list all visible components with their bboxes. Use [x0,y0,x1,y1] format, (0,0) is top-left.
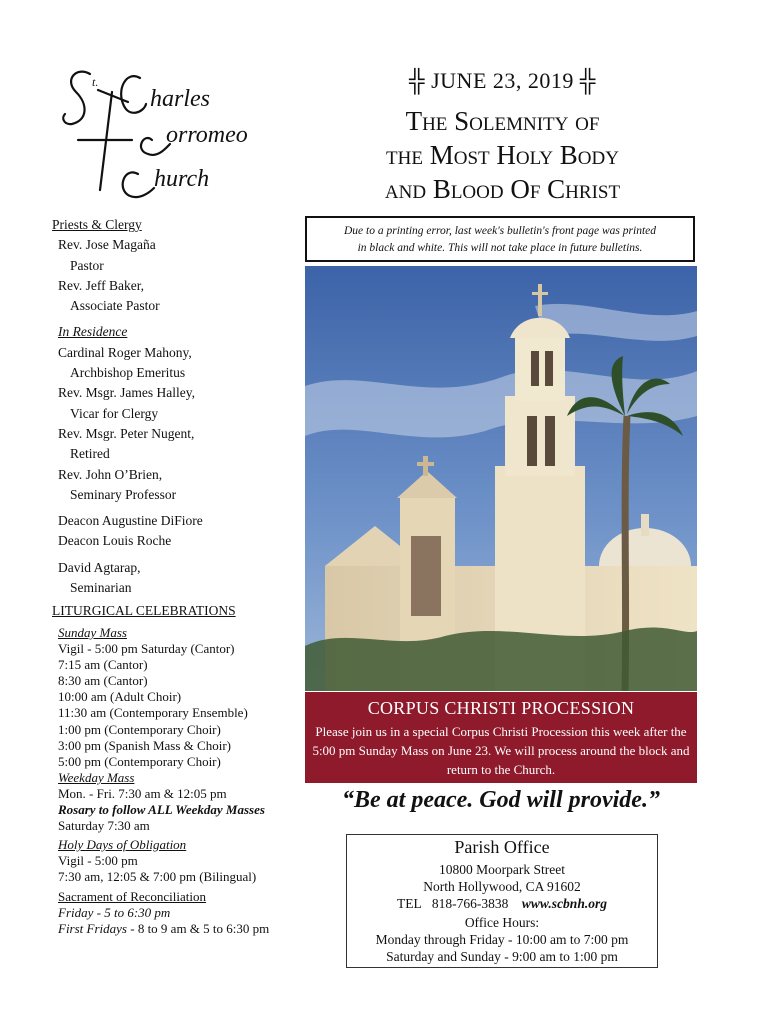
notice-line-2: in black and white. This will not take place in future bulletins. [357,242,643,254]
church-photo [305,266,697,691]
clergy-name: Rev. John O’Brien, [58,466,163,482]
clergy-list [52,215,307,598]
recon-time: - 5 to 6:30 pm [93,904,171,920]
clergy-name: Rev. Jeff Baker, [58,277,145,293]
title-line-1: The Solemnity of [405,106,600,136]
bulletin-date: JUNE 23, 2019 [431,68,574,93]
svg-text:hurch: hurch [154,166,210,192]
parish-office-box [346,834,658,968]
schedule-line: 8:30 am (Cantor) [58,673,148,689]
schedule-line [58,921,308,937]
clergy-role: Associate Pastor [70,298,160,314]
title-line-3: and Blood Of Christ [384,174,621,204]
cross-ornament-icon: ╬ [409,68,426,93]
clergy-role: Retired [70,446,110,462]
office-hours-weekend: Saturday and Sunday - 9:00 am to 1:00 pm [386,949,618,964]
sunday-mass-heading: Sunday Mass [58,625,127,640]
tel-label: TEL [397,896,422,911]
website-link[interactable]: www.scbnh.org [521,896,607,911]
date-line [310,68,695,94]
rosary-note: Rosary to follow ALL Weekday Masses [58,802,265,818]
office-address-1: 10800 Moorpark Street [439,862,565,877]
schedule-line: 11:30 am (Contemporary Ensemble) [58,705,248,721]
schedule-line: 10:00 am (Adult Choir) [58,689,182,705]
clergy-heading: Priests & Clergy [52,217,142,232]
cross-ornament-icon: ╬ [579,68,596,93]
schedule-line: 7:30 am, 12:05 & 7:00 pm (Bilingual) [58,869,257,885]
svg-text:harles: harles [150,86,210,112]
procession-title: CORPUS CHRISTI PROCESSION [367,698,635,718]
seminarian-name: David Agtarap, [58,559,141,575]
quote: “Be at peace. God will provide.” [342,787,660,813]
schedule-line: 1:00 pm (Contemporary Choir) [58,721,221,737]
clergy-role: Seminary Professor [70,486,177,502]
seminarian-role: Seminarian [70,580,132,596]
procession-banner [305,692,697,783]
svg-text:t.: t. [92,75,99,89]
title-line-2: the Most Holy Body [386,140,619,170]
notice-line-1: Due to a printing error, last week's bulletin's front page was printed [343,225,656,237]
office-address-2: North Hollywood, CA 91602 [423,879,581,894]
office-title: Parish Office [454,837,550,857]
clergy-name: Cardinal Roger Mahony, [58,344,192,360]
recon-time: - 8 to 9 am & 5 to 6:30 pm [126,920,270,936]
office-hours-weekday: Monday through Friday - 10:00 am to 7:00 pm [375,932,629,947]
schedule-line: 5:00 pm (Contemporary Choir) [58,753,221,769]
schedule-line: Saturday 7:30 am [58,818,150,834]
tel-number: 818-766-3838 [431,896,509,911]
deacon-name: Deacon Augustine DiFiore [58,513,203,529]
clergy-name: Rev. Msgr. James Halley, [58,385,195,401]
deacon-name: Deacon Louis Roche [58,533,172,549]
recon-day-label: Friday [58,904,94,920]
holy-days-heading: Holy Days of Obligation [58,837,187,853]
clergy-name: Rev. Jose Magaña [58,237,156,253]
clergy-name: Rev. Msgr. Peter Nugent, [58,425,195,441]
office-phone-line [347,895,657,912]
printing-error-notice [305,216,695,262]
weekday-mass-heading: Weekday Mass [58,769,135,785]
schedule-line [58,905,308,921]
schedule-line: Vigil - 5:00 pm Saturday (Cantor) [58,641,235,657]
schedule-line: 7:15 am (Cantor) [58,657,148,673]
schedule-line: Vigil - 5:00 pm [58,853,138,869]
schedule-line: Mon. - Fri. 7:30 am & 12:05 pm [58,785,227,801]
clergy-role: Pastor [70,257,104,273]
svg-text:orromeo: orromeo [166,122,248,148]
recon-day-label: First Fridays [58,920,127,936]
procession-text: Please join us in a special Corpus Christi Procession this week after the 5:00 pm Sunday Mass on June 23. We will process around the block and return to the Church. [312,724,690,777]
page-title [310,104,695,206]
residence-heading: In Residence [58,324,128,340]
reconciliation-heading: Sacrament of Reconciliation [58,888,207,904]
liturgy-heading: LITURGICAL CELEBRATIONS [52,603,236,618]
office-hours-label: Office Hours: [464,915,540,930]
schedule-line: 3:00 pm (Spanish Mass & Choir) [58,737,231,753]
mass-schedule [58,625,308,937]
church-logo [58,62,258,212]
clergy-role: Vicar for Clergy [70,405,159,421]
clergy-role: Archbishop Emeritus [70,365,186,381]
